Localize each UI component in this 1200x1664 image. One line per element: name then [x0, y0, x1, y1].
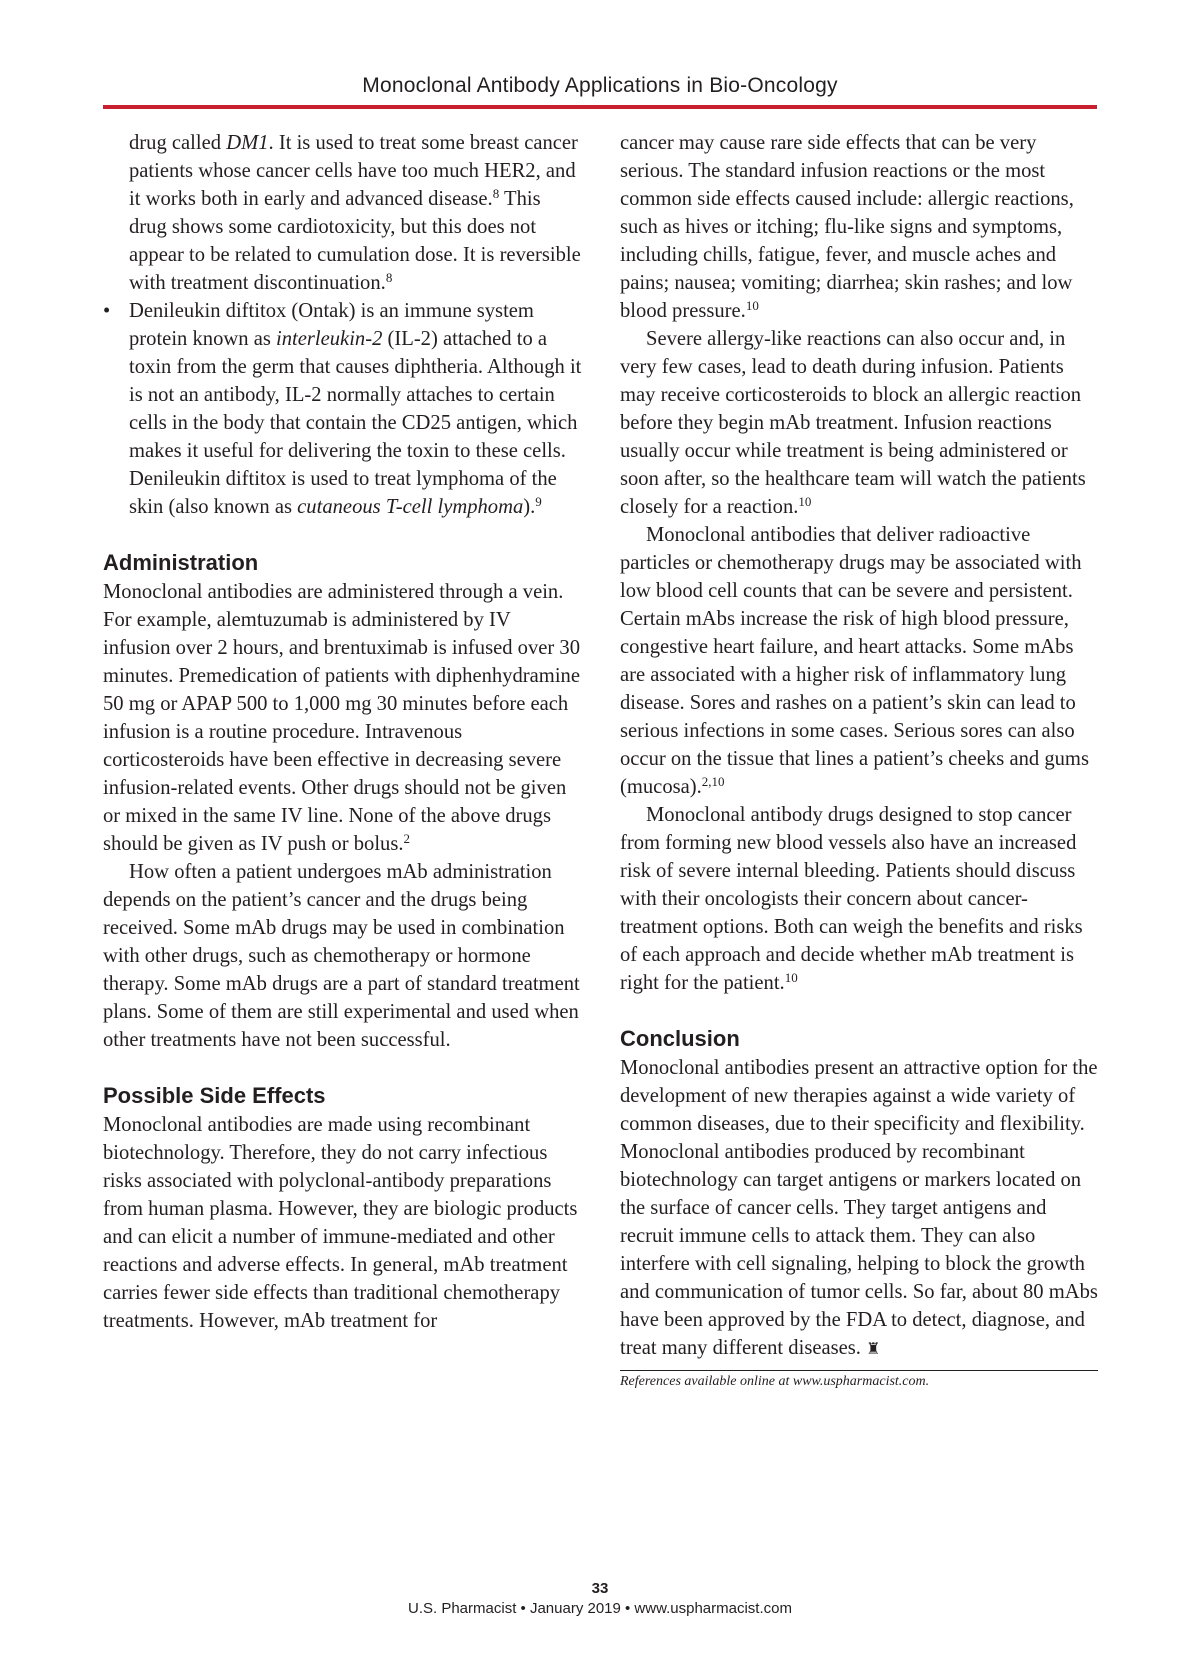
text-run: Severe allergy-like reactions can also occur and, in very few cases, lead to death during infusion. Patients may receive corticosteroids to block an allergic reaction before they begin mAb treatment. Infusion reactions usually occur while treatment is being administered or soon after, so the healthcare team will watch the patients closely for a reaction.: [620, 328, 1086, 518]
citation: 10: [798, 494, 812, 509]
citation: 10: [784, 970, 798, 985]
page-number: 33: [591, 1580, 609, 1597]
side-effects-paragraph-1: Monoclonal antibodies are made using recombinant biotechnology. Therefore, they do not carry infectious risks associated with polyclonal-antibody preparations from human plasma. However, they are biologic products and can elicit a number of immune-mediated and other reactions and adverse effects. In general, mAb treatment carries fewer side effects than traditional chemotherapy treatments. However, mAb treatment for: [103, 1114, 578, 1332]
text-run: Monoclonal antibody drugs designed to stop cancer from forming new blood vessels also have an increased risk of severe internal bleeding. Patients should discuss with their oncologists their concern about cancer-treatment options. Both can weigh the benefits and risks of each approach and decide whether mAb treatment is right for the patient.: [620, 804, 1083, 994]
text-run: This drug shows some cardiotoxicity, but this does not appear to be related to cumulation dose. It is reversible with treatment discontinuation.: [129, 188, 581, 294]
term-italic: cutaneous T-cell lymphoma: [297, 496, 524, 518]
term-italic: interleukin-2: [276, 328, 383, 350]
citation: 2: [403, 831, 410, 846]
side-effects-paragraph-continued: [620, 129, 1100, 325]
citation: 2,10: [701, 774, 725, 789]
running-header: Monoclonal Antibody Applications in Bio-Oncology: [362, 74, 838, 97]
text-run: ).: [523, 496, 536, 518]
references-rule: [620, 1370, 1098, 1371]
text-run: drug called: [129, 132, 227, 154]
administration-paragraph-2: How often a patient undergoes mAb administration depends on the patient’s cancer and the drugs being received. Some mAb drugs may be used in combination with other drugs, such as chemotherapy or hormone therapy. Some mAb drugs are a part of standard treatment plans. Some of them are still experimental and used when other treatments have not been successful.: [103, 861, 580, 1051]
text-run: cancer may cause rare side effects that can be very serious. The standard infusion reactions or the most common side effects caused include: allergic reactions, such as hives or itching; flu-like signs and symptoms, including chills, fatigue, fever, and muscle aches and pains; nausea; vomiting; diarrhea; skin rashes; and low blood pressure.: [620, 132, 1074, 322]
text-run: Denileukin diftitox (Ontak) is an immune system protein known as: [129, 300, 534, 350]
bullet-item-denileukin: [103, 297, 583, 521]
conclusion-paragraph: [620, 1054, 1100, 1364]
administration-paragraph-1: [103, 578, 583, 858]
footer-publication: U.S. Pharmacist • January 2019 • www.uspharmacist.com: [408, 1600, 792, 1617]
side-effects-paragraph-4: [620, 801, 1100, 997]
left-column: [103, 129, 583, 1335]
heading-administration: Administration: [103, 550, 259, 575]
heading-conclusion: Conclusion: [620, 1026, 740, 1051]
drug-name: DM1: [226, 132, 269, 154]
citation: 9: [535, 494, 542, 509]
text-run: Monoclonal antibodies that deliver radioactive particles or chemotherapy drugs may be associated with low blood cell counts that can be severe and persistent. Certain mAbs increase the risk of high blood pressure, congestive heart failure, and heart attacks. Some mAbs are associated with a higher risk of inflammatory lung disease. Sores and rashes on a patient’s skin can lead to serious infections in some cases. Serious sores can also occur on the tissue that lines a patient’s cheeks and gums (mucosa).: [620, 524, 1089, 798]
heading-side-effects: Possible Side Effects: [103, 1083, 326, 1108]
continued-bullet-paragraph: [103, 129, 583, 297]
references-note: References available online at www.uspharmacist.com.: [620, 1374, 930, 1389]
text-run: (IL-2) attached to a toxin from the germ that causes diphtheria. Although it is not an antibody, IL-2 normally attaches to certain cells in the body that contain the CD25 antigen, which makes it useful for delivering the toxin to these cells. Denileukin diftitox is used to treat lymphoma of the skin (also known as: [129, 328, 582, 518]
citation: 8: [385, 270, 393, 285]
text-run: . It is used to treat some breast cancer patients whose cancer cells have too much HER2, and it works both in early and advanced disease.: [129, 132, 578, 210]
side-effects-paragraph-3: [620, 521, 1100, 801]
right-column: [620, 129, 1100, 1392]
end-of-article-icon: ♜: [866, 1341, 881, 1358]
text-run: Monoclonal antibodies present an attractive option for the development of new therapies against a wide variety of common diseases, due to their specificity and flexibility. Monoclonal antibodies produced by recombinant biotechnology can target antigens or markers located on the surface of cancer cells. They target antigens and recruit immune cells to attack them. They can also interfere with cell signaling, helping to block the growth and communication of tumor cells. So far, about 80 mAbs have been approved by the FDA to detect, diagnose, and treat many different diseases.: [620, 1057, 1098, 1359]
text-run: Monoclonal antibodies are administered through a vein. For example, alemtuzumab is administered by IV infusion over 2 hours, and brentuximab is infused over 30 minutes. Premedication of patients with diphenhydramine 50 mg or APAP 500 to 1,000 mg 30 minutes before each infusion is a routine procedure. Intravenous corticosteroids have been effective in decreasing severe infusion-related events. Other drugs should not be given or mixed in the same IV line. None of the above drugs should be given as IV push or bolus.: [103, 581, 581, 855]
side-effects-paragraph-2: [620, 325, 1100, 521]
citation: 10: [745, 298, 759, 313]
citation: 8: [492, 186, 500, 201]
header-rule: [103, 105, 1097, 109]
